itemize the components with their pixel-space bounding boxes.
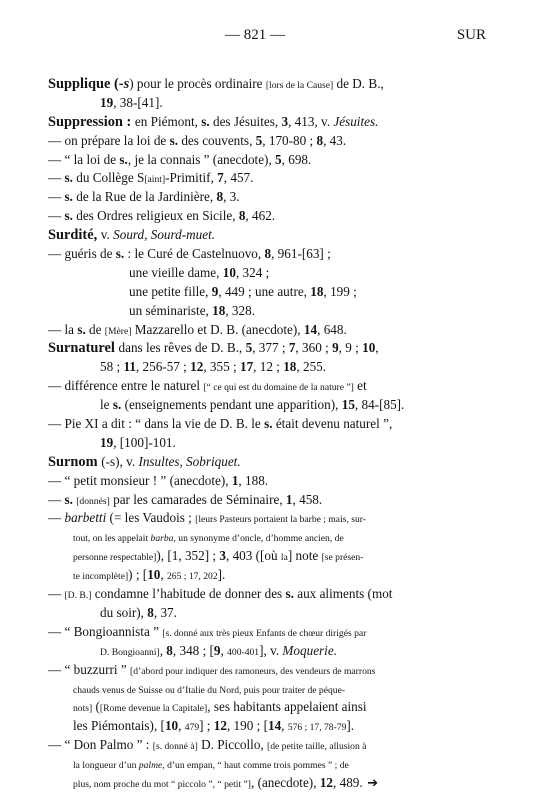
text-run: , je la connais ” (anecdote), (127, 151, 276, 167)
text-run: , ses habitants appelaient ainsi (207, 699, 367, 715)
text-run: Jésuites. (333, 113, 379, 129)
text-run: 7 (217, 170, 224, 186)
index-line (48, 717, 493, 736)
text-run: , 38-[41]. (113, 94, 163, 110)
text-run: Supplique (48, 76, 115, 92)
text-run: [Mère] (104, 325, 132, 337)
text-run: — Pie XI a dit : “ dans la vie de D. B. le (48, 416, 265, 432)
index-line (48, 755, 493, 774)
text-run: 400-401 (227, 646, 260, 658)
index-line (48, 94, 493, 113)
text-run: [de petite taille, allusion à (267, 741, 367, 753)
text-run: 8 (264, 246, 272, 262)
text-run: — différence entre le naturel (48, 378, 204, 394)
text-run: ), [1, 352] ; (156, 548, 220, 564)
text-run: , 9 ; (338, 340, 363, 356)
text-run: , 413, v. (288, 113, 334, 129)
text-run: [aint] (144, 174, 166, 186)
text-run: , 3. (223, 189, 240, 205)
text-run: 1 (285, 491, 293, 507)
text-run: 18 (310, 283, 324, 299)
text-run: barba (150, 533, 174, 545)
text-run: (enseignements pendant une apparition), (121, 397, 342, 413)
text-run: , v. (119, 453, 139, 469)
index-line (48, 472, 493, 491)
text-run: de (85, 321, 105, 337)
text-run: 19 (100, 94, 114, 110)
text-run: 1 (231, 472, 239, 488)
index-line (48, 169, 493, 188)
text-run: — on prépare la loi de (48, 132, 170, 148)
text-run: , 457. (223, 170, 254, 186)
text-run: [se présen- (321, 552, 364, 564)
text-run: [“ ce qui est du domaine de la nature ”] (203, 382, 354, 394)
text-run: 265 ; 17, 202 (166, 571, 218, 583)
text-run: ) (129, 76, 134, 91)
text-run: , (159, 642, 167, 658)
text-run: ]. (217, 567, 226, 583)
index-line (48, 283, 493, 302)
text-run: s. (285, 586, 294, 602)
text-run: 9 (213, 642, 221, 658)
text-run: 10 (362, 340, 376, 356)
index-line (48, 396, 493, 415)
text-run: , d’un empan, “ haut comme trois pommes ” ; de (162, 760, 349, 772)
text-run: une petite fille, (129, 283, 212, 299)
text-run: 8 (166, 642, 173, 658)
text-run: , (281, 718, 288, 734)
text-run: du Collège S (72, 170, 145, 186)
text-run: pour le procès ordinaire (133, 76, 266, 91)
index-line (48, 736, 493, 755)
text-run: 19 (100, 434, 114, 450)
text-run: personne respectable] (73, 552, 157, 564)
text-run: 10 (164, 718, 179, 734)
text-run: dans les rêves de D. B., (118, 340, 246, 356)
text-run: Surnom (48, 453, 102, 470)
text-run: , 458. (292, 491, 323, 507)
index-line (48, 113, 493, 132)
index-line (48, 509, 493, 528)
text-run: — (48, 208, 65, 224)
text-run: chauds venus de Suisse ou d’Italie du Nord, puis pour traiter de péque- (73, 684, 346, 696)
text-run: : le Curé de Castelnuovo, (124, 246, 265, 262)
text-run: — (48, 586, 65, 602)
text-run: , 199 ; (323, 283, 357, 299)
index-line (48, 585, 493, 604)
text-run: D. Bongioanni] (100, 646, 160, 658)
text-run: 8 (216, 189, 224, 205)
text-run: , 360 ; (295, 340, 333, 356)
text-run: le (100, 397, 113, 413)
text-run: , (220, 642, 228, 658)
text-run: , 489. (333, 774, 363, 790)
text-run: — “ Bongioannista ” (48, 623, 163, 639)
index-line (48, 321, 493, 340)
index-line (48, 453, 493, 472)
text-run: , 961-[63] ; (271, 246, 331, 262)
index-line (48, 604, 493, 623)
text-run: la longueur d’un (73, 760, 139, 772)
text-run: s. (64, 170, 73, 186)
text-run: nots] (73, 703, 93, 715)
text-run: et (353, 378, 367, 394)
text-run: 7 (288, 340, 296, 356)
text-run: un séminariste, (129, 302, 213, 318)
text-run: , (178, 718, 185, 734)
text-run: ]. (346, 718, 355, 734)
text-run: , 190 ; [ (226, 718, 268, 734)
text-run: 9 (211, 283, 219, 299)
index-line (48, 642, 493, 661)
text-run: [lors de la Cause] (265, 80, 334, 91)
text-run: [Rome devenue la Capitale] (99, 703, 208, 715)
text-run: [donnés] (76, 495, 110, 507)
text-run: s. (201, 113, 210, 129)
text-run: — (48, 510, 65, 526)
text-run: , [100]-101. (113, 434, 176, 450)
text-run: s. (119, 151, 128, 167)
text-run: , 449 ; une autre, (218, 283, 311, 299)
text-run: , un synonyme d’oncle, d’homme ancien, de (173, 533, 344, 545)
text-run: de la Rue de la Jardinière, (72, 189, 217, 205)
index-line (48, 151, 493, 170)
text-run: 3 (219, 548, 226, 564)
text-run: , 403 ([où (225, 548, 281, 564)
text-run: [D. B.] (64, 590, 92, 602)
text-run: plus, nom proche du mot “ piccolo ”, “ petit ”] (73, 778, 251, 790)
text-run: Sourd, Sourd-muet. (113, 227, 216, 243)
text-run: Surdité, (48, 227, 101, 244)
text-run: — (48, 170, 65, 186)
text-run: , 698. (281, 151, 312, 167)
text-run: du soir), (100, 604, 148, 620)
index-line (48, 226, 493, 245)
text-run: 10 (222, 264, 236, 280)
text-run: 5 (245, 340, 253, 356)
text-run: , 170-80 ; (262, 132, 317, 148)
index-line (48, 358, 493, 377)
index-line (48, 415, 493, 434)
index-line (48, 434, 493, 453)
index-line (48, 547, 493, 566)
text-run: une vieille dame, (129, 264, 223, 280)
index-line (48, 302, 493, 321)
text-run: 58 ; (100, 359, 124, 375)
text-run: , (anecdote), (250, 774, 320, 790)
text-run: , (160, 567, 167, 583)
text-run: condamne l’habitude de donner des (91, 586, 286, 602)
text-run: — (48, 189, 65, 205)
text-run: , 37. (153, 604, 177, 620)
text-run: Surnaturel (48, 340, 119, 357)
text-run: te incomplète] (73, 571, 129, 583)
index-entries (48, 75, 493, 793)
text-run: des Jésuites, (209, 113, 282, 129)
text-run: s. (64, 208, 73, 224)
page-header (0, 27, 541, 47)
text-run: ] ; (199, 718, 214, 734)
text-run: de D. B., (333, 76, 384, 91)
text-run: — “ buzzurri ” (48, 661, 131, 677)
text-run: (- (114, 76, 124, 92)
text-run: — la (48, 321, 78, 337)
text-run: [leurs Pasteurs portaient la barbe ; mais, sur- (195, 514, 366, 526)
index-line (48, 661, 493, 680)
text-run: — “ Don Palmo ” : (48, 737, 153, 753)
text-run: v. (100, 227, 114, 243)
index-line (48, 339, 493, 358)
continue-arrow-icon: ➔ (362, 775, 379, 791)
text-run: Insultes, Sobriquet. (138, 453, 241, 469)
text-run: , 348 ; [ (172, 642, 214, 658)
text-run: ] note (287, 548, 322, 564)
index-line (48, 377, 493, 396)
text-run: s. (64, 189, 73, 205)
text-run: 17 (239, 359, 254, 375)
text-run: les Piémontais), [ (73, 718, 165, 734)
text-run: , (375, 340, 379, 356)
text-run: s. (77, 321, 86, 337)
text-run: — “ petit monsieur ! ” (anecdote), (48, 472, 232, 488)
text-run: , 324 ; (235, 264, 270, 280)
text-run: ], v. (259, 642, 283, 658)
text-run: , 256-57 ; (135, 359, 191, 375)
text-run: , 255. (296, 359, 327, 375)
text-run: [s. donné à] (152, 741, 198, 753)
text-run: , 328. (225, 302, 255, 318)
index-line (48, 132, 493, 151)
text-run: la (280, 552, 288, 564)
text-run: 8 (316, 132, 324, 148)
text-run: s. (264, 416, 273, 432)
text-run: 5 (255, 132, 263, 148)
text-run: — (48, 491, 65, 507)
text-run: s. (64, 491, 73, 507)
text-run: D. Piccollo, (197, 737, 268, 753)
index-line (48, 188, 493, 207)
text-run: [s. donné aux très pieux Enfants de chœur dirigés par (162, 627, 367, 639)
text-run: 14 (303, 321, 318, 337)
text-run: 15 (341, 397, 355, 413)
text-run: par les camarades de Séminaire, (109, 491, 286, 507)
index-line (48, 75, 493, 94)
page-number: — 821 — (225, 27, 285, 43)
running-head: SUR (456, 27, 486, 43)
text-run: 18 (283, 359, 297, 375)
index-line (48, 774, 493, 793)
text-run: 576 ; 17, 78-79 (287, 722, 347, 734)
text-run: palme (138, 760, 163, 772)
text-run: Mazzarello et D. B. (anecdote), (131, 321, 304, 337)
text-run: , 12 ; (253, 359, 284, 375)
index-line (48, 698, 493, 717)
text-run: — guéris de (48, 246, 116, 262)
text-run: Moquerie. (282, 642, 337, 658)
text-run: , 462. (245, 208, 276, 224)
text-run: , 188. (238, 472, 269, 488)
text-run: 11 (123, 359, 136, 375)
text-run: s (123, 76, 130, 92)
index-line (48, 566, 493, 585)
index-line (48, 680, 493, 699)
text-run: , 377 ; (252, 340, 289, 356)
text-run: — “ la loi de (48, 151, 120, 167)
text-run: 5 (275, 151, 282, 167)
index-line (48, 207, 493, 226)
text-run: ( (92, 699, 100, 715)
text-run: 9 (332, 340, 339, 356)
text-run: 12 (319, 774, 333, 790)
text-run: , 43. (323, 132, 347, 148)
index-line (48, 491, 493, 510)
text-run: aux aliments (mot (293, 586, 393, 602)
text-run: 18 (212, 302, 226, 318)
index-line (48, 245, 493, 264)
text-run: 10 (147, 567, 161, 583)
text-run: des Ordres religieux en Sicile, (72, 208, 239, 224)
index-line (48, 623, 493, 642)
index-line (48, 264, 493, 283)
text-run: , 355 ; (203, 359, 240, 375)
text-run: Suppression : (48, 113, 135, 130)
text-run: en Piémont, (134, 113, 202, 129)
text-run: [d’abord pour indiquer des ramoneurs, des vendeurs de marrons (130, 665, 376, 677)
text-run: s. (169, 132, 179, 148)
text-run: 3 (281, 113, 289, 129)
text-run: barbetti (64, 510, 107, 526)
text-run: 479 (184, 722, 200, 734)
text-run: , 84-[85]. (354, 397, 405, 413)
text-run: 12 (190, 359, 204, 375)
text-run: 12 (213, 718, 227, 734)
text-run: 8 (147, 604, 154, 620)
text-run: , 648. (317, 321, 347, 337)
text-run: -Primitif, (165, 170, 218, 186)
index-line (48, 528, 493, 547)
text-run: était devenu naturel ”, (272, 416, 393, 432)
text-run: 8 (238, 208, 246, 224)
text-run: s. (115, 246, 125, 262)
text-run: 14 (267, 718, 282, 734)
text-run: s. (112, 397, 122, 413)
text-run: ) ; [ (128, 567, 148, 583)
text-run: tout, on les appelait (73, 533, 151, 545)
text-run: (-s) (101, 453, 120, 469)
text-run: des couvents, (178, 132, 256, 148)
text-run: (= les Vaudois ; (106, 510, 196, 526)
